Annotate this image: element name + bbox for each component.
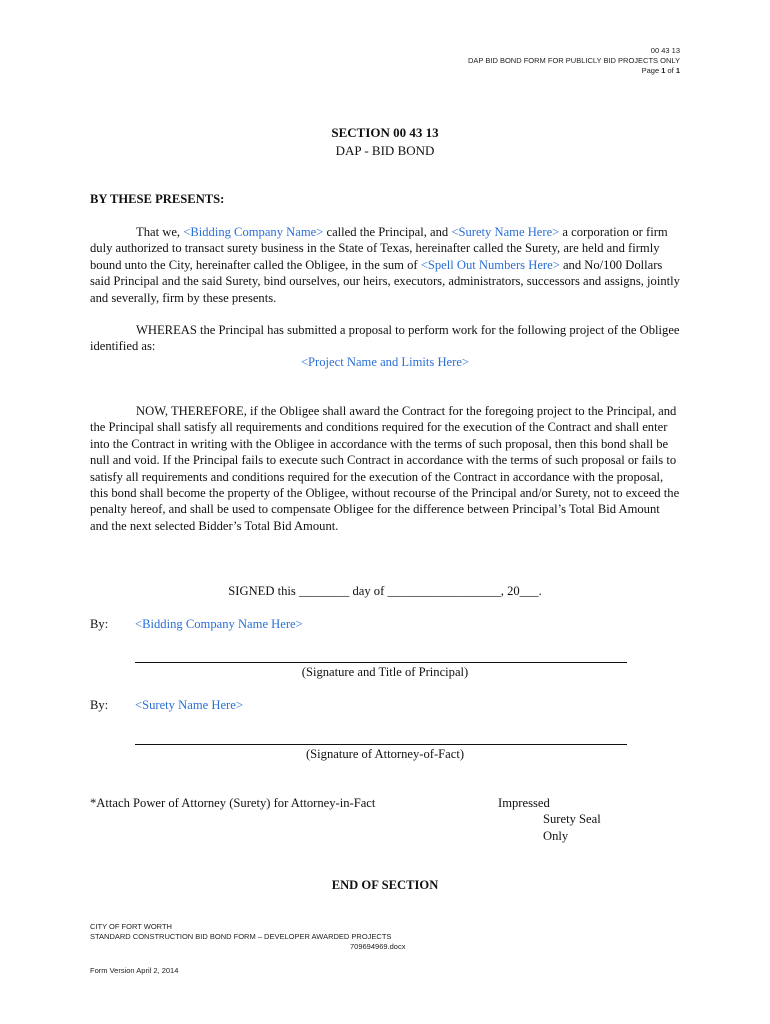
page-of: of bbox=[665, 66, 676, 75]
bidding-company-placeholder: <Bidding Company Name> bbox=[183, 225, 324, 239]
page-prefix: Page bbox=[641, 66, 662, 75]
surety-signature-caption: (Signature of Attorney-of-Fact) bbox=[305, 747, 465, 761]
page-header bbox=[468, 46, 680, 76]
surety-name-placeholder-signature: <Surety Name Here> bbox=[135, 698, 243, 712]
section-subtitle: DAP - BID BOND bbox=[335, 143, 435, 158]
para1-text-1: That we, bbox=[136, 225, 184, 239]
attach-power-of-attorney-note: *Attach Power of Attorney (Surety) for Attorney-in-Fact bbox=[90, 796, 376, 810]
header-section-number: 00 43 13 bbox=[650, 46, 680, 55]
page-footer bbox=[90, 922, 405, 952]
project-placeholder: <Project Name and Limits Here> bbox=[300, 355, 470, 369]
surety-signature-line bbox=[135, 744, 627, 745]
by-label-surety: By: bbox=[90, 698, 109, 712]
principal-signature-line bbox=[135, 662, 627, 663]
whereas-paragraph: WHEREAS the Principal has submitted a proposal to perform work for the following project of the Obligee identified as: bbox=[90, 323, 680, 354]
page-total: 1 bbox=[675, 66, 680, 75]
signed-line: SIGNED this ________ day of __________________, 20___. bbox=[228, 584, 542, 598]
amount-placeholder: <Spell Out Numbers Here> bbox=[420, 257, 560, 272]
end-of-section: END OF SECTION bbox=[331, 878, 439, 892]
seal-line-2: Surety Seal bbox=[543, 812, 601, 826]
para1-text-2: called the Principal, and bbox=[323, 225, 452, 239]
presents-heading: BY THESE PRESENTS: bbox=[90, 192, 225, 206]
header-form-title: DAP BID BOND FORM FOR PUBLICLY BID PROJECTS ONLY bbox=[468, 56, 680, 65]
para1-text-4: and No/100 Dollars said Principal and the said Surety, bind ourselves, our heirs, executors, administrators, successors and assigns, jointly and severally, firm by these presents. bbox=[90, 257, 680, 305]
principal-signature-caption: (Signature and Title of Principal) bbox=[301, 665, 469, 679]
footer-file-name: 709694969.docx bbox=[350, 942, 406, 951]
seal-line-1: Impressed bbox=[498, 796, 550, 810]
para1-text-3: a corporation or firm duly authorized to transact surety business in the State of Texas, hereinafter called the Surety, are held and firmly bound unto the City, hereinafter called the Obligee, in the sum of bbox=[90, 225, 668, 272]
page-current: 1 bbox=[661, 66, 666, 75]
principal-name-placeholder: <Bidding Company Name Here> bbox=[135, 617, 303, 631]
footer-form-version: Form Version April 2, 2014 bbox=[90, 966, 179, 975]
now-therefore-paragraph: NOW, THEREFORE, if the Obligee shall award the Contract for the foregoing project to the Principal, and the Principal shall satisfy all requirements and conditions required for the execution of the Contract and shall enter into the Contract in writing with the Obligee in accordance with the terms of such proposal, then this bond shall be null and void. If the Principal fails to execute such Contract in accordance with the terms of such proposal or fails to satisfy all requirements and conditions required for the execution of the Contract in accordance with the proposal, this bond shall become the property of the Obligee, without recourse of the Principal and/or Surety, not to exceed the penalty hereof, and shall be used to compensate Obligee for the difference between Principal’s Total Bid Amount and the next selected Bidder’s Total Bid Amount. bbox=[90, 404, 680, 533]
section-title: SECTION 00 43 13 bbox=[331, 125, 439, 140]
seal-line-3: Only bbox=[543, 829, 569, 843]
bond-paragraph bbox=[90, 224, 680, 306]
footer-form-name: STANDARD CONSTRUCTION BID BOND FORM – DEVELOPER AWARDED PROJECTS bbox=[90, 932, 392, 941]
header-page-number bbox=[468, 66, 680, 76]
surety-name-placeholder: <Surety Name Here> bbox=[451, 225, 560, 239]
by-label-principal: By: bbox=[90, 617, 109, 631]
footer-city: CITY OF FORT WORTH bbox=[90, 922, 172, 931]
